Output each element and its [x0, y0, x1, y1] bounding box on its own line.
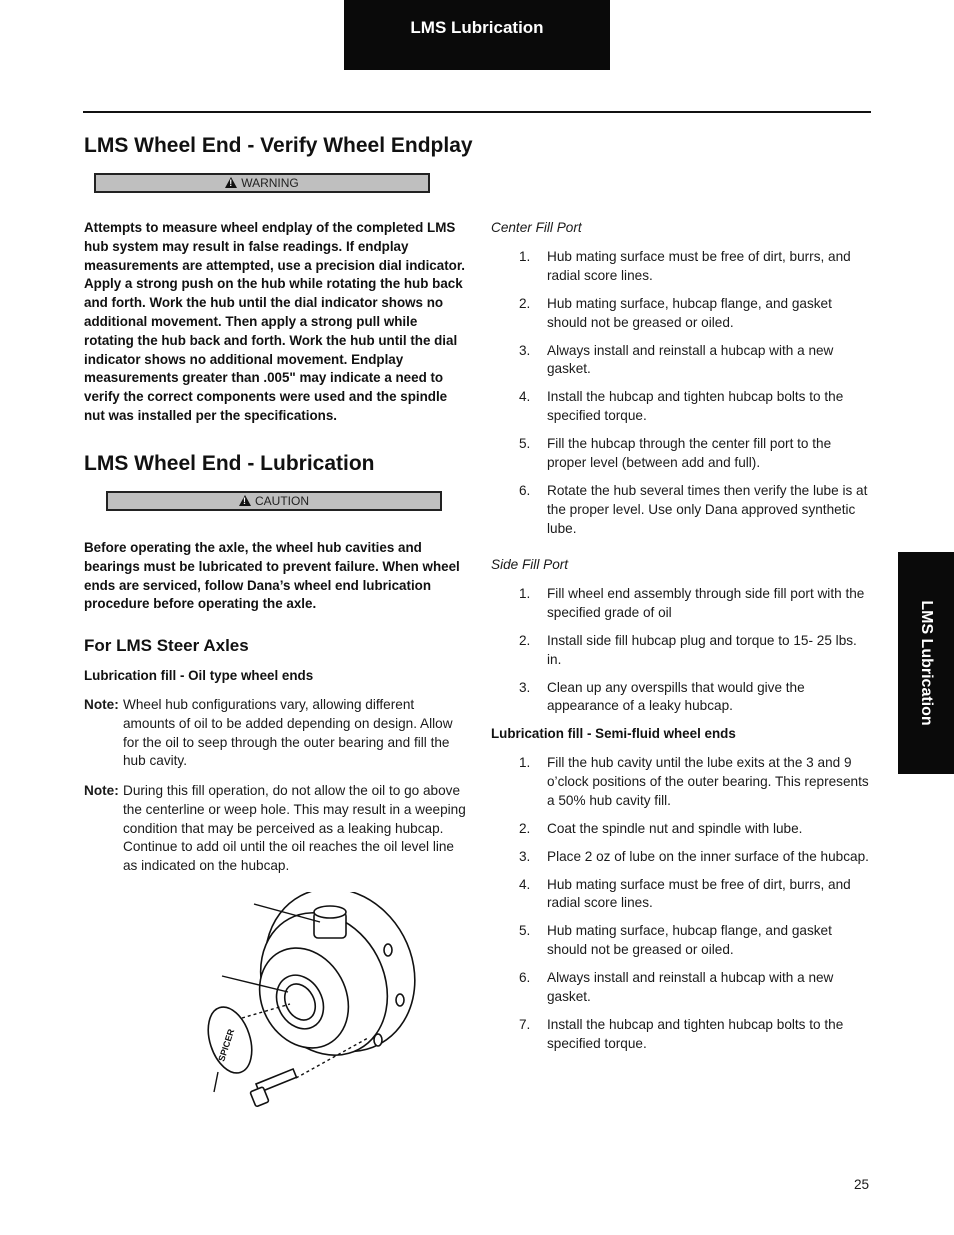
- list-item: 1. Fill wheel end assembly through side fill port with the specified grade of oil: [519, 586, 865, 620]
- section-title-endplay: LMS Wheel End - Verify Wheel Endplay: [84, 134, 473, 157]
- list-item: 2. Coat the spindle nut and spindle with lube.: [519, 820, 803, 836]
- side-fill-steps: [491, 585, 873, 725]
- center-fill-label: Center Fill Port: [491, 220, 582, 235]
- warning-banner: [94, 173, 430, 193]
- list-item: 2. Hub mating surface, hubcap flange, and gasket should not be greased or oiled.: [519, 295, 832, 330]
- caution-banner: [106, 491, 442, 511]
- note-text: During this fill operation, do not allow the oil to go above the centerline or weep hole. This may result in a weeping condition that may be perceived as a leaking hubcap. Continue to add oil until the oil reaches the oil level line as indicated on the hubcap.: [123, 783, 466, 874]
- list-item: 2. Install side fill hubcap plug and torque to 15- 25 lbs. in.: [519, 632, 857, 667]
- oil-fill-label: Lubrication fill - Oil type wheel ends: [84, 668, 314, 683]
- hub-assembly-illustration: [200, 892, 440, 1124]
- header-title: LMS Lubrication: [410, 18, 544, 37]
- list-item: 3. Place 2 oz of lube on the inner surface of the hubcap.: [519, 848, 869, 864]
- bolt-hole: [396, 994, 404, 1006]
- note-label: Note:: [84, 697, 119, 712]
- list-item: 3. Clean up any overspills that would give the appearance of a leaky hubcap.: [519, 679, 805, 714]
- hubcap-brand-mark: SPICER: [216, 1027, 237, 1063]
- list-item: 4. Hub mating surface must be free of dirt, burrs, and radial score lines.: [519, 876, 851, 911]
- center-fill-steps: [491, 248, 873, 547]
- top-divider: [83, 111, 871, 113]
- note-text: Wheel hub configurations vary, allowing different amounts of oil to be added depending on design. Allow for the oil to seep through the outer bearing and fill the hub cavity.: [123, 697, 453, 769]
- side-tab-label: LMS Lubrication: [918, 600, 935, 726]
- list-item: 5. Fill the hubcap through the center fill port to the proper level (between add and full).: [519, 436, 832, 470]
- section-title-lubrication: LMS Wheel End - Lubrication: [84, 452, 375, 475]
- caution-icon: [239, 495, 251, 506]
- page-number: 25: [854, 1177, 870, 1192]
- semi-fluid-steps: [491, 754, 873, 1063]
- note-fill-operation: [84, 782, 468, 876]
- list-item: 1. Hub mating surface must be free of dirt, burrs, and radial score lines.: [519, 249, 851, 283]
- endplay-warning-text: Attempts to measure wheel endplay of the completed LMS hub system may result in false readings. If endplay measurements are attempted, use a precision dial indicator. Apply a strong push on the hub while rotating the hub back and forth. Work the hub until the dial indicator shows no additional movement. Then apply a strong pull while rotating the hub back and forth. Work the hub until the dial indicator shows no additional movement. Endplay measurements greater than .005" may indicate a need to verify the correct components were used and the spindle nut was installed per the specifications.: [84, 220, 466, 423]
- caution-label: CAUTION: [255, 494, 309, 508]
- lubrication-caution-text: Before operating the axle, the wheel hub cavities and bearings must be lubricated to prevent failure. When wheel ends are serviced, follow Dana’s wheel end lubrication procedure before operating the axle.: [84, 540, 460, 612]
- list-item: 4. Install the hubcap and tighten hubcap bolts to the specified torque.: [519, 389, 844, 424]
- side-tab: [898, 552, 954, 774]
- fill-plug-top: [314, 906, 346, 918]
- bolt-hole: [384, 944, 392, 956]
- list-item: 7. Install the hubcap and tighten hubcap bolts to the specified torque.: [519, 1016, 844, 1051]
- list-item: 6. Rotate the hub several times then verify the lube is at the proper level. Use only Dana approved synthetic lube.: [519, 482, 868, 536]
- note-label: Note:: [84, 783, 119, 798]
- list-item: 3. Always install and reinstall a hubcap with a new gasket.: [519, 342, 834, 377]
- list-item: 1. Fill the hub cavity until the lube exits at the 3 and 9 o’clock positions of the outer bearing. This represents a 50% hub cavity fill.: [519, 755, 869, 808]
- semi-fluid-label: Lubrication fill - Semi-fluid wheel ends: [491, 726, 736, 741]
- header-tab: [344, 0, 610, 70]
- steer-axles-heading: For LMS Steer Axles: [84, 636, 249, 655]
- bolt-hole: [374, 1034, 382, 1046]
- note-hub-configurations: [84, 696, 468, 771]
- side-fill-label: Side Fill Port: [491, 557, 569, 572]
- list-item: 6. Always install and reinstall a hubcap with a new gasket.: [519, 970, 834, 1004]
- warning-label: WARNING: [241, 176, 299, 190]
- list-item: 5. Hub mating surface, hubcap flange, and gasket should not be greased or oiled.: [519, 923, 832, 958]
- warning-icon: [225, 177, 237, 188]
